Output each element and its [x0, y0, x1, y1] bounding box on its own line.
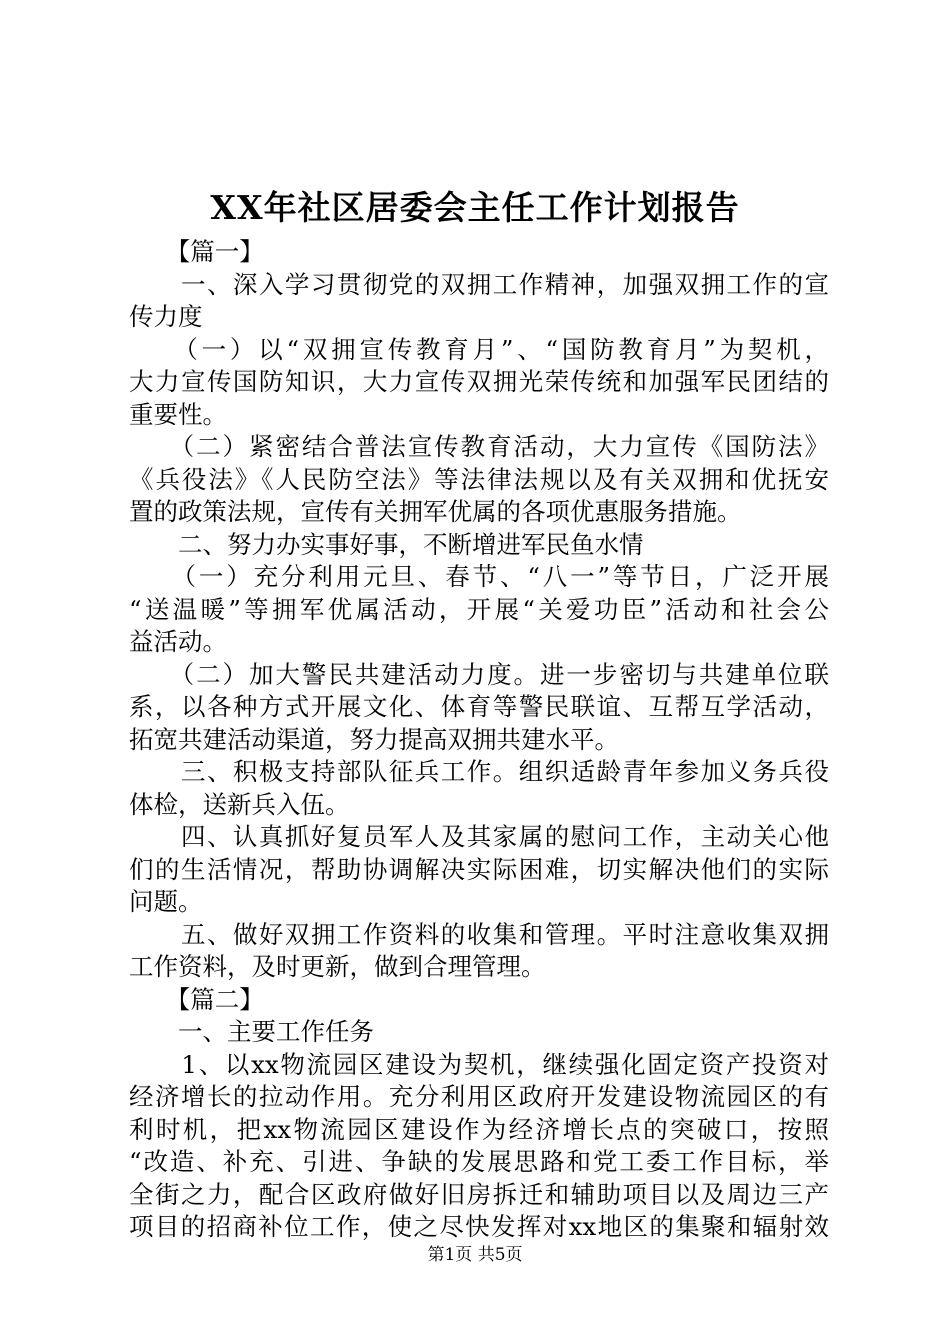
body-line: 1、以xx物流园区建设为契机，继续强化固定资产投资对: [129, 1049, 829, 1079]
body-line: 一、深入学习贯彻党的双拥工作精神，加强双拥工作的宣: [129, 269, 829, 299]
body-line: 传力度: [129, 302, 203, 331]
body-line: 【篇二】: [129, 984, 264, 1014]
body-line: （二）加大警民共建活动力度。进一步密切与共建单位联: [129, 659, 829, 689]
body-line: 们的生活情况，帮助协调解决实际困难，切实解决他们的实际: [129, 854, 829, 884]
body-line: “送温暖”等拥军优属活动，开展“关爱功臣”活动和社会公: [129, 594, 829, 624]
body-line: 经济增长的拉动作用。充分利用区政府开发建设物流园区的有: [129, 1082, 829, 1111]
body-line: （一）以“双拥宣传教育月”、“国防教育月”为契机，: [129, 334, 829, 364]
body-line: 【篇一】: [129, 237, 264, 266]
body-line: 三、积极支持部队征兵工作。组织适龄青年参加义务兵役: [129, 757, 829, 786]
body-line: 大力宣传国防知识，大力宣传双拥光荣传统和加强军民团结的: [129, 367, 829, 396]
body-line: 二、努力办实事好事，不断增进军民鱼水情: [129, 529, 644, 559]
body-line: 全街之力，配合区政府做好旧房拆迁和辅助项目以及周边三产: [129, 1179, 829, 1209]
body-line: （一）充分利用元旦、春节、“八一”等节日，广泛开展: [129, 562, 829, 591]
body-line: 系，以各种方式开展文化、体育等警民联谊、互帮互学活动，: [129, 692, 829, 721]
body-line: 《兵役法》《人民防空法》等法律法规以及有关双拥和优抚安: [129, 464, 829, 494]
body-line: 一、主要工作任务: [129, 1017, 374, 1046]
body-line: （二）紧密结合普法宣传教育活动，大力宣传《国防法》: [129, 432, 829, 461]
body-line: 重要性。: [129, 399, 227, 429]
body-line: 五、做好双拥工作资料的收集和管理。平时注意收集双拥: [129, 919, 829, 949]
body-line: 工作资料，及时更新，做到合理管理。: [129, 952, 546, 981]
body-line: 置的政策法规，宣传有关拥军优属的各项优惠服务措施。: [129, 497, 742, 526]
document-title: XX年社区居委会主任工作计划报告: [210, 188, 740, 227]
document-body: [129, 236, 829, 1244]
body-line: 项目的招商补位工作，使之尽快发挥对xx地区的集聚和辐射效: [129, 1212, 829, 1241]
body-line: 利时机，把xx物流园区建设作为经济增长点的突破口，按照: [129, 1114, 829, 1144]
body-line: “改造、补充、引进、争缺的发展思路和党工委工作目标，举: [129, 1147, 829, 1176]
body-line: 益活动。: [129, 627, 227, 656]
body-line: 问题。: [129, 887, 203, 916]
page-footer: 第1页 共5页: [427, 1245, 523, 1265]
body-line: 四、认真抓好复员军人及其家属的慰问工作，主动关心他: [129, 822, 829, 851]
body-line: 拓宽共建活动渠道，努力提高双拥共建水平。: [129, 724, 619, 754]
body-line: 体检，送新兵入伍。: [129, 789, 350, 819]
